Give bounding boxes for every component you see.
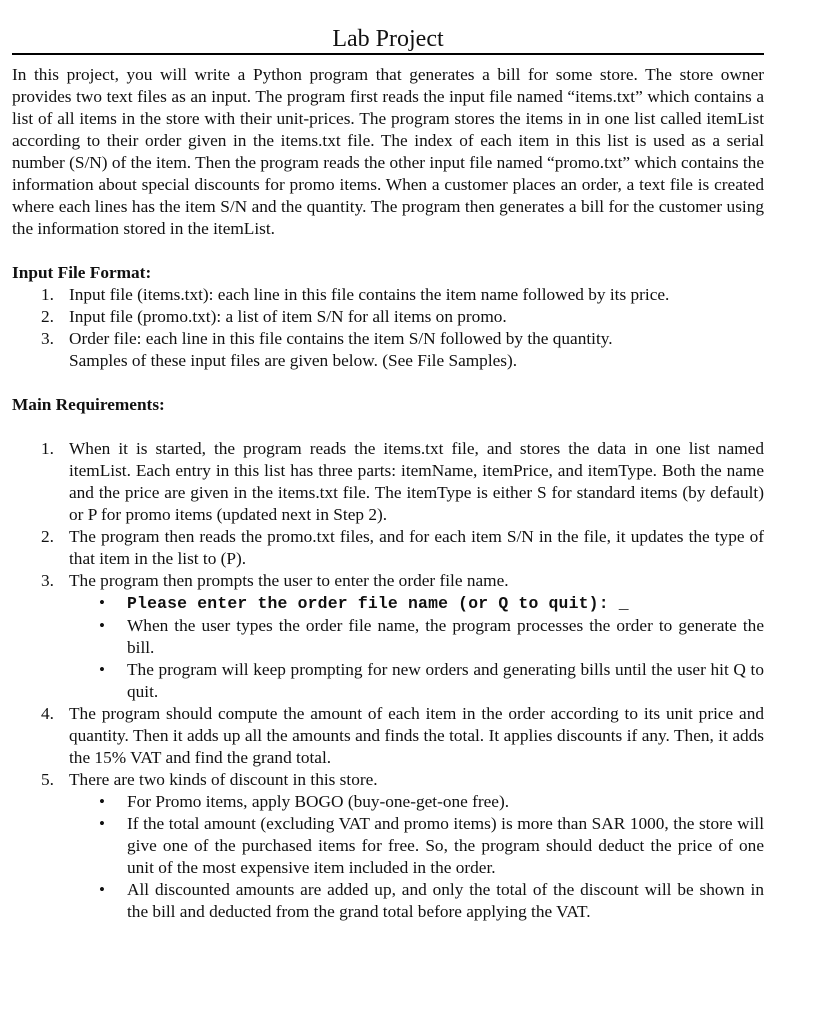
list-item [12, 526, 764, 570]
list-number: 1. [41, 438, 54, 458]
list-number: 2. [41, 526, 54, 546]
bullet-text: If the total amount (excluding VAT and promo items) is more than SAR 1000, the store will give one of the purchased items for free. So, the program should deduct the price of one unit of the most expensive item included in the order. [127, 813, 764, 877]
requirements-section [12, 394, 764, 923]
bullet-text: For Promo items, apply BOGO (buy-one-get-one free). [127, 791, 510, 811]
bullet-icon: • [99, 791, 105, 811]
list-number: 5. [41, 769, 54, 789]
bullet-item [69, 879, 764, 923]
spacer [12, 372, 764, 394]
bullet-text: The program will keep prompting for new orders and generating bills until the user hit Q to quit. [127, 659, 764, 701]
document-page [12, 0, 764, 923]
bullet-item [69, 615, 764, 659]
list-item-text: The program then prompts the user to enter the order file name. [69, 570, 509, 590]
list-item [12, 570, 764, 703]
requirements-list [12, 438, 764, 923]
page-title: Lab Project [332, 26, 444, 52]
step5-bullets [69, 791, 764, 923]
list-number: 4. [41, 703, 54, 723]
list-item [12, 284, 764, 306]
list-item [12, 306, 764, 328]
bullet-icon: • [99, 615, 105, 635]
list-item-text: Input file (promo.txt): a list of item S/N for all items on promo. [69, 306, 507, 326]
requirements-heading: Main Requirements: [12, 394, 165, 414]
list-item-text: When it is started, the program reads the items.txt file, and stores the data in one list named itemList. Each entry in this list has three parts: itemName, itemPrice, and itemType. Both the name and the price are given in the items.txt file. The itemType is either S for standard items (by default) or P for promo items (updated next in Step 2). [69, 438, 764, 524]
list-item-text: The program should compute the amount of each item in the order according to its unit price and quantity. Then it adds up all the amounts and finds the total. It applies discounts if any. Then, it adds the 15% VAT and find the grand total. [69, 703, 764, 767]
list-item-text: Order file: each line in this file contains the item S/N followed by the quantity. [69, 328, 613, 348]
list-item-text: Input file (items.txt): each line in this file contains the item name followed by its price. [69, 284, 670, 304]
bullet-icon: • [99, 592, 105, 612]
list-number: 2. [41, 306, 54, 326]
bullet-item [69, 659, 764, 703]
bullet-icon: • [99, 813, 105, 833]
bullet-icon: • [99, 659, 105, 679]
bullet-text: All discounted amounts are added up, and only the total of the discount will be shown in the bill and deducted from the grand total before applying the VAT. [127, 879, 764, 921]
input-format-section [12, 262, 764, 372]
intro-paragraph: In this project, you will write a Python program that generates a bill for some store. The store owner provides two text files as an input. The program first reads the input file named “items.txt” which contains a list of all items in the store with their unit-prices. The program stores the items in in one list called itemList according to their order given in the items.txt file. The index of each item in this list is used as a serial number (S/N) of the item. Then the program reads the other input file named “promo.txt” which contains the information about special discounts for promo items. When a customer places an order, a text file is created where each lines has the item S/N and the quantity. The program then generates a bill for the customer using the information stored in the itemList. [12, 64, 764, 238]
list-number: 3. [41, 570, 54, 590]
bullet-item [69, 791, 764, 813]
step3-bullets [69, 592, 764, 703]
samples-note: Samples of these input files are given below. (See File Samples). [69, 350, 518, 370]
list-item-text: The program then reads the promo.txt files, and for each item S/N in the file, it updates the type of that item in the list to (P). [69, 526, 764, 568]
spacer [12, 416, 764, 438]
list-item [12, 769, 764, 923]
prompt-text: Please enter the order file name (or Q to quit): _ [127, 593, 629, 613]
title-divider [12, 53, 764, 55]
list-item [12, 328, 764, 350]
bullet-text: When the user types the order file name, the program processes the order to generate the bill. [127, 615, 764, 657]
spacer [12, 240, 764, 262]
list-item [12, 703, 764, 769]
list-number: 1. [41, 284, 54, 304]
bullet-item [69, 592, 764, 615]
list-item-text: There are two kinds of discount in this store. [69, 769, 378, 789]
bullet-icon: • [99, 879, 105, 899]
input-format-list [12, 284, 764, 350]
bullet-item [69, 813, 764, 879]
input-format-heading: Input File Format: [12, 262, 152, 282]
list-number: 3. [41, 328, 54, 348]
list-item [12, 438, 764, 526]
